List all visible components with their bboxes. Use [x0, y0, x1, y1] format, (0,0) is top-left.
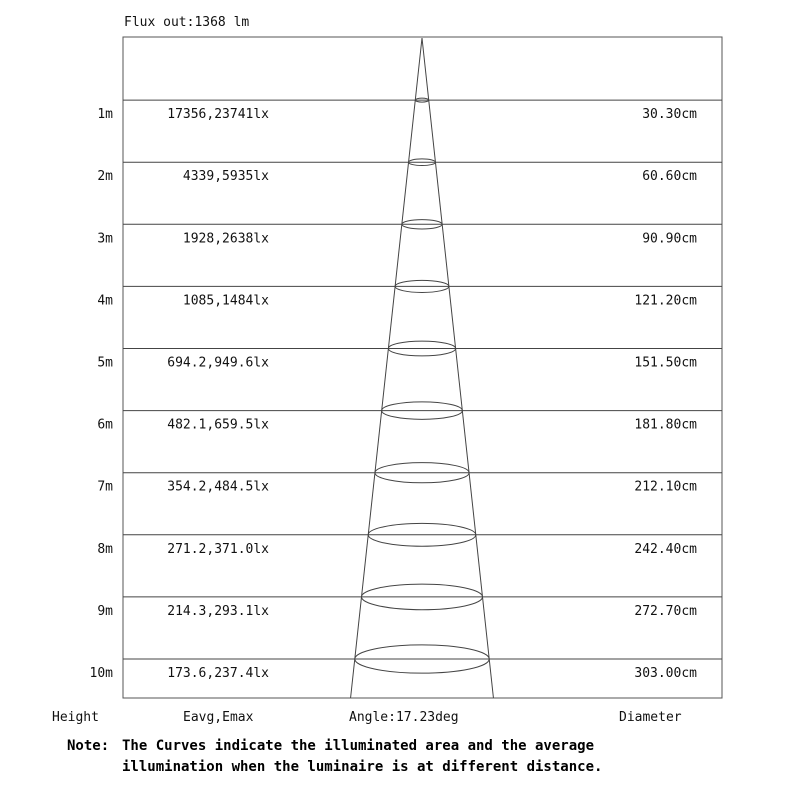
- diameter-value: 272.70cm: [634, 603, 697, 619]
- lux-value: 482.1,659.5lx: [167, 417, 269, 433]
- height-label: 2m: [97, 169, 113, 185]
- lux-value: 694.2,949.6lx: [167, 355, 269, 371]
- diameter-value: 181.80cm: [634, 417, 697, 433]
- lux-value: 354.2,484.5lx: [167, 479, 269, 495]
- lux-value: 4339,5935lx: [182, 169, 269, 185]
- flux-label: Flux out:1368 lm: [124, 15, 250, 30]
- lux-value: 1928,2638lx: [182, 231, 269, 247]
- diameter-value: 90.90cm: [642, 231, 697, 247]
- lux-value: 17356,23741lx: [167, 107, 269, 123]
- diameter-value: 242.40cm: [634, 541, 697, 557]
- diameter-value: 60.60cm: [642, 169, 697, 185]
- note-prefix: Note:: [67, 738, 110, 754]
- light-cone: [351, 38, 494, 698]
- height-label: 9m: [97, 603, 113, 619]
- height-label: 1m: [97, 107, 113, 123]
- height-label: 6m: [97, 417, 113, 433]
- diameter-column-label: Diameter: [619, 710, 682, 725]
- height-label: 3m: [97, 231, 113, 247]
- lux-value: 271.2,371.0lx: [167, 541, 269, 557]
- cone-left-edge: [351, 38, 422, 698]
- height-column-label: Height: [52, 710, 99, 725]
- cone-right-edge: [422, 38, 493, 698]
- diameter-value: 212.10cm: [634, 479, 697, 495]
- height-label: 4m: [97, 293, 113, 309]
- diameter-value: 151.50cm: [634, 355, 697, 371]
- lux-value: 214.3,293.1lx: [167, 603, 269, 619]
- height-label: 5m: [97, 355, 113, 371]
- angle-label: Angle:17.23deg: [349, 710, 459, 725]
- lux-column-label: Eavg,Emax: [183, 710, 254, 725]
- diameter-value: 121.20cm: [634, 293, 697, 309]
- note-line-2: illumination when the luminaire is at different distance.: [122, 759, 603, 775]
- height-label: 8m: [97, 541, 113, 557]
- diameter-value: 30.30cm: [642, 107, 697, 123]
- lux-value: 173.6,237.4lx: [167, 666, 269, 681]
- note-line-1: The Curves indicate the illuminated area and the average: [122, 738, 595, 754]
- diameter-value: 303.00cm: [634, 666, 697, 681]
- height-label: 10m: [89, 666, 113, 681]
- lux-value: 1085,1484lx: [182, 293, 269, 309]
- height-label: 7m: [97, 479, 113, 495]
